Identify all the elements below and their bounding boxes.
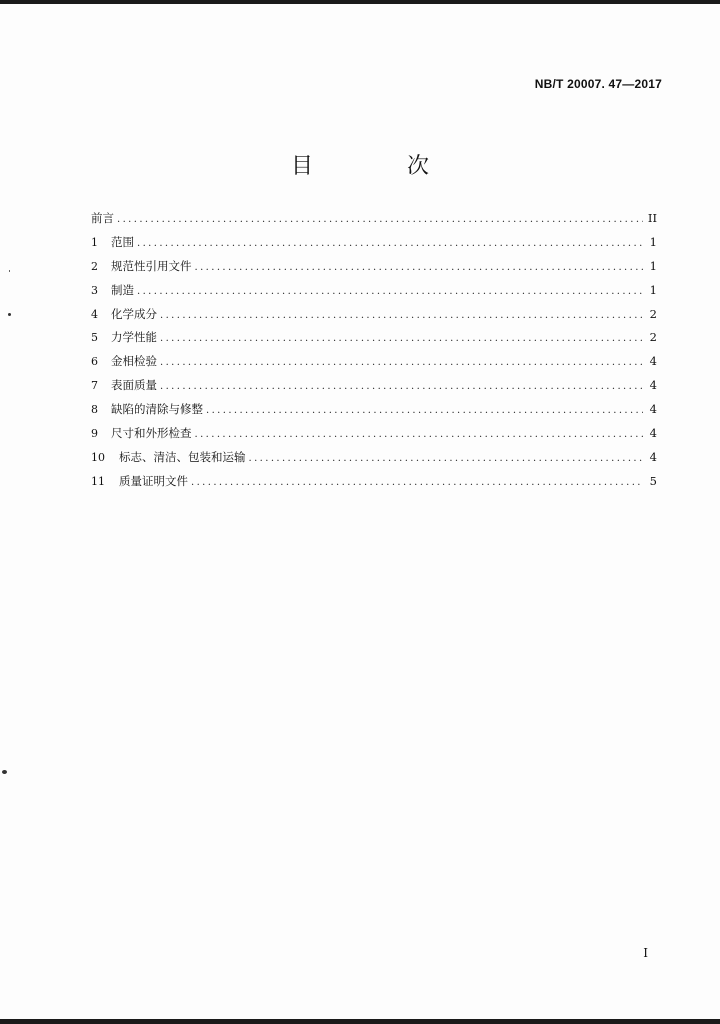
table-of-contents bbox=[91, 210, 657, 497]
dot-leader bbox=[160, 357, 643, 368]
scan-speck bbox=[2, 770, 7, 774]
toc-entry-label: 化学成分 bbox=[111, 306, 157, 321]
dot-leader bbox=[160, 333, 643, 344]
toc-entry-page: 2 bbox=[649, 330, 657, 345]
toc-entry-10[interactable] bbox=[91, 449, 657, 473]
toc-entry-label: 质量证明文件 bbox=[119, 473, 188, 488]
scan-speck bbox=[8, 313, 11, 316]
dot-leader bbox=[249, 453, 644, 464]
toc-entry-label: 制造 bbox=[111, 282, 134, 297]
toc-entry-label: 缺陷的清除与修整 bbox=[111, 402, 203, 417]
toc-entry-label: 表面质量 bbox=[111, 378, 157, 393]
toc-entry-number: 5 bbox=[91, 331, 98, 345]
toc-entry-foreword[interactable] bbox=[91, 210, 657, 234]
toc-entry-5[interactable] bbox=[91, 329, 657, 353]
toc-entry-2[interactable] bbox=[91, 258, 657, 282]
toc-entry-page: 4 bbox=[649, 378, 657, 393]
toc-entry-9[interactable] bbox=[91, 425, 657, 449]
dot-leader bbox=[137, 286, 643, 297]
toc-entry-page: 1 bbox=[649, 258, 657, 273]
toc-entry-label: 规范性引用文件 bbox=[111, 258, 192, 273]
toc-entry-page: 1 bbox=[649, 234, 657, 249]
dot-leader bbox=[195, 429, 644, 440]
toc-entry-number: 3 bbox=[91, 283, 98, 297]
toc-entry-4[interactable] bbox=[91, 306, 657, 330]
toc-entry-7[interactable] bbox=[91, 377, 657, 401]
toc-entry-page: 2 bbox=[649, 306, 657, 321]
toc-entry-label: 范围 bbox=[111, 234, 134, 249]
toc-entry-label: 金相检验 bbox=[111, 354, 157, 369]
scan-speck bbox=[9, 270, 10, 272]
toc-entry-page: 4 bbox=[649, 449, 657, 464]
toc-entry-number: 11 bbox=[91, 474, 105, 488]
dot-leader bbox=[206, 405, 643, 416]
toc-entry-1[interactable] bbox=[91, 234, 657, 258]
toc-entry-label: 标志、清洁、包装和运输 bbox=[119, 449, 246, 464]
dot-leader bbox=[160, 310, 643, 321]
toc-entry-label: 力学性能 bbox=[111, 330, 157, 345]
scan-edge-bottom bbox=[0, 1019, 720, 1024]
dot-leader bbox=[191, 477, 643, 488]
toc-entry-page: 4 bbox=[649, 426, 657, 441]
scan-edge-top bbox=[0, 0, 720, 4]
toc-entry-8[interactable] bbox=[91, 401, 657, 425]
toc-entry-number: 2 bbox=[91, 259, 98, 273]
toc-entry-number: 9 bbox=[91, 427, 98, 441]
toc-entry-page: 4 bbox=[649, 354, 657, 369]
dot-leader bbox=[160, 381, 643, 392]
toc-entry-number: 7 bbox=[91, 379, 98, 393]
page-number: I bbox=[643, 946, 648, 960]
toc-entry-number: 4 bbox=[91, 307, 98, 321]
toc-entry-number: 10 bbox=[91, 450, 105, 464]
dot-leader bbox=[195, 262, 644, 273]
dot-leader bbox=[137, 238, 643, 249]
toc-entry-number: 6 bbox=[91, 355, 98, 369]
toc-entry-3[interactable] bbox=[91, 282, 657, 306]
toc-entry-number: 8 bbox=[91, 403, 98, 417]
toc-entry-label: 尺寸和外形检查 bbox=[111, 426, 192, 441]
toc-entry-label: 前言 bbox=[91, 211, 114, 225]
toc-entry-6[interactable] bbox=[91, 353, 657, 377]
toc-entry-page: 4 bbox=[649, 402, 657, 417]
toc-entry-page: 1 bbox=[649, 282, 657, 297]
toc-entry-page: II bbox=[647, 211, 657, 225]
standard-code: NB/T 20007. 47—2017 bbox=[534, 77, 662, 91]
toc-entry-number: 1 bbox=[91, 235, 98, 249]
toc-entry-11[interactable] bbox=[91, 473, 657, 497]
page-title: 目 次 bbox=[290, 154, 465, 179]
toc-entry-page: 5 bbox=[649, 473, 657, 488]
dot-leader bbox=[117, 214, 643, 225]
